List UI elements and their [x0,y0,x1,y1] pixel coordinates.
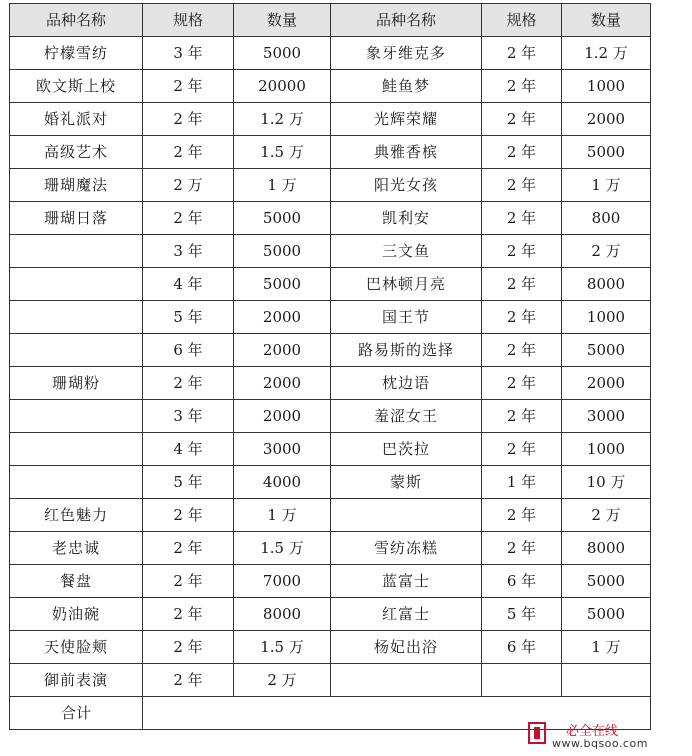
left-spec-cell: 4 年 [143,433,234,466]
right-name-cell: 红富士 [331,598,482,631]
table-row [10,70,651,103]
right-qty-cell: 1000 [562,301,651,334]
left-qty-cell: 5000 [234,37,331,70]
watermark-title: 必全在线 [566,724,619,739]
right-qty-cell: 3000 [562,400,651,433]
right-qty-cell: 5000 [562,334,651,367]
left-spec-cell: 3 年 [143,235,234,268]
site-logo-icon [528,722,546,744]
total-label: 合计 [10,697,143,730]
left-qty-cell: 2000 [234,367,331,400]
left-spec-cell: 2 年 [143,367,234,400]
left-qty-cell: 5000 [234,202,331,235]
left-name-cell: 婚礼派对 [10,103,143,136]
table-row [10,400,651,433]
right-qty-cell: 5000 [562,565,651,598]
right-name-cell: 巴茨拉 [331,433,482,466]
left-name-cell [10,433,143,466]
right-spec-cell: 2 年 [482,532,562,565]
right-spec-cell: 2 年 [482,136,562,169]
right-spec-cell: 2 年 [482,499,562,532]
table-row [10,202,651,235]
right-name-cell: 阳光女孩 [331,169,482,202]
left-qty-cell: 5000 [234,268,331,301]
header-spec-right: 规格 [482,4,562,37]
left-name-cell: 珊瑚粉 [10,367,143,400]
left-name-cell [10,334,143,367]
right-name-cell: 雪纺冻糕 [331,532,482,565]
header-qty-left: 数量 [234,4,331,37]
left-name-cell [10,400,143,433]
right-name-cell [331,664,482,697]
left-name-cell [10,235,143,268]
left-spec-cell: 6 年 [143,334,234,367]
table-row [10,664,651,697]
table-row [10,631,651,664]
left-qty-cell: 3000 [234,433,331,466]
right-spec-cell: 2 年 [482,169,562,202]
table-row [10,499,651,532]
left-spec-cell: 2 年 [143,136,234,169]
header-name-left: 品种名称 [10,4,143,37]
left-spec-cell: 2 万 [143,169,234,202]
left-name-cell [10,466,143,499]
left-qty-cell: 2000 [234,400,331,433]
left-spec-cell: 2 年 [143,631,234,664]
table-row [10,532,651,565]
left-spec-cell: 5 年 [143,466,234,499]
left-qty-cell: 8000 [234,598,331,631]
right-name-cell: 巴林顿月亮 [331,268,482,301]
left-spec-cell: 2 年 [143,664,234,697]
right-spec-cell: 2 年 [482,103,562,136]
right-qty-cell: 5000 [562,598,651,631]
left-spec-cell: 2 年 [143,499,234,532]
right-qty-cell: 2000 [562,103,651,136]
table-row [10,136,651,169]
left-qty-cell: 1.5 万 [234,532,331,565]
right-name-cell: 枕边语 [331,367,482,400]
left-qty-cell: 5000 [234,235,331,268]
table-row [10,37,651,70]
table-row [10,466,651,499]
right-name-cell: 杨妃出浴 [331,631,482,664]
left-name-cell: 高级艺术 [10,136,143,169]
header-spec-left: 规格 [143,4,234,37]
right-spec-cell: 2 年 [482,37,562,70]
seedling-table-sheet [9,3,651,730]
right-name-cell: 蒙斯 [331,466,482,499]
table-row [10,169,651,202]
table-row [10,367,651,400]
right-spec-cell: 6 年 [482,565,562,598]
left-qty-cell: 1.2 万 [234,103,331,136]
right-name-cell [331,499,482,532]
right-spec-cell: 2 年 [482,334,562,367]
left-spec-cell: 2 年 [143,598,234,631]
right-qty-cell: 2 万 [562,499,651,532]
left-name-cell: 奶油碗 [10,598,143,631]
right-qty-cell: 1000 [562,433,651,466]
right-spec-cell: 2 年 [482,367,562,400]
right-spec-cell: 5 年 [482,598,562,631]
right-spec-cell: 2 年 [482,70,562,103]
table-row [10,268,651,301]
left-qty-cell: 1.5 万 [234,631,331,664]
right-spec-cell: 2 年 [482,202,562,235]
left-spec-cell: 2 年 [143,565,234,598]
right-qty-cell: 8000 [562,532,651,565]
left-name-cell [10,301,143,334]
left-qty-cell: 20000 [234,70,331,103]
table-row [10,334,651,367]
right-name-cell: 羞涩女王 [331,400,482,433]
left-qty-cell: 1 万 [234,169,331,202]
right-qty-cell: 800 [562,202,651,235]
table-row [10,301,651,334]
header-qty-right: 数量 [562,4,651,37]
left-name-cell: 天使脸颊 [10,631,143,664]
right-name-cell: 鲑鱼梦 [331,70,482,103]
right-name-cell: 象牙维克多 [331,37,482,70]
right-name-cell: 蓝富士 [331,565,482,598]
header-row [10,4,651,37]
right-spec-cell: 2 年 [482,268,562,301]
right-name-cell: 光辉荣耀 [331,103,482,136]
left-spec-cell: 4 年 [143,268,234,301]
left-name-cell: 红色魅力 [10,499,143,532]
right-qty-cell: 1 万 [562,169,651,202]
left-spec-cell: 3 年 [143,37,234,70]
right-name-cell: 凯利安 [331,202,482,235]
right-spec-cell: 2 年 [482,301,562,334]
right-spec-cell [482,664,562,697]
table-row [10,433,651,466]
table-row [10,103,651,136]
left-spec-cell: 2 年 [143,103,234,136]
left-spec-cell: 2 年 [143,70,234,103]
left-name-cell: 餐盘 [10,565,143,598]
header-name-right: 品种名称 [331,4,482,37]
right-spec-cell: 2 年 [482,235,562,268]
left-spec-cell: 3 年 [143,400,234,433]
table-row [10,565,651,598]
left-name-cell: 老忠诚 [10,532,143,565]
variety-table [9,3,651,730]
left-qty-cell: 4000 [234,466,331,499]
left-qty-cell: 1.5 万 [234,136,331,169]
right-qty-cell: 2 万 [562,235,651,268]
right-name-cell: 三文鱼 [331,235,482,268]
left-spec-cell: 2 年 [143,202,234,235]
right-name-cell: 典雅香槟 [331,136,482,169]
right-qty-cell: 2000 [562,367,651,400]
watermark [528,720,678,750]
right-qty-cell: 10 万 [562,466,651,499]
right-spec-cell: 2 年 [482,400,562,433]
left-name-cell: 欧文斯上校 [10,70,143,103]
left-qty-cell: 1 万 [234,499,331,532]
left-name-cell [10,268,143,301]
right-qty-cell: 1.2 万 [562,37,651,70]
table-row [10,598,651,631]
left-spec-cell: 5 年 [143,301,234,334]
right-spec-cell: 6 年 [482,631,562,664]
right-qty-cell: 1 万 [562,631,651,664]
right-spec-cell: 1 年 [482,466,562,499]
left-spec-cell: 2 年 [143,532,234,565]
left-name-cell: 珊瑚魔法 [10,169,143,202]
watermark-url: www.bqsoo.com [552,737,648,750]
left-name-cell: 御前表演 [10,664,143,697]
right-qty-cell: 8000 [562,268,651,301]
left-qty-cell: 7000 [234,565,331,598]
left-qty-cell: 2000 [234,301,331,334]
right-qty-cell: 5000 [562,136,651,169]
right-qty-cell: 1000 [562,70,651,103]
table-row [10,235,651,268]
left-qty-cell: 2 万 [234,664,331,697]
right-name-cell: 国王节 [331,301,482,334]
left-name-cell: 珊瑚日落 [10,202,143,235]
left-qty-cell: 2000 [234,334,331,367]
left-name-cell: 柠檬雪纺 [10,37,143,70]
right-spec-cell: 2 年 [482,433,562,466]
right-qty-cell [562,664,651,697]
right-name-cell: 路易斯的选择 [331,334,482,367]
